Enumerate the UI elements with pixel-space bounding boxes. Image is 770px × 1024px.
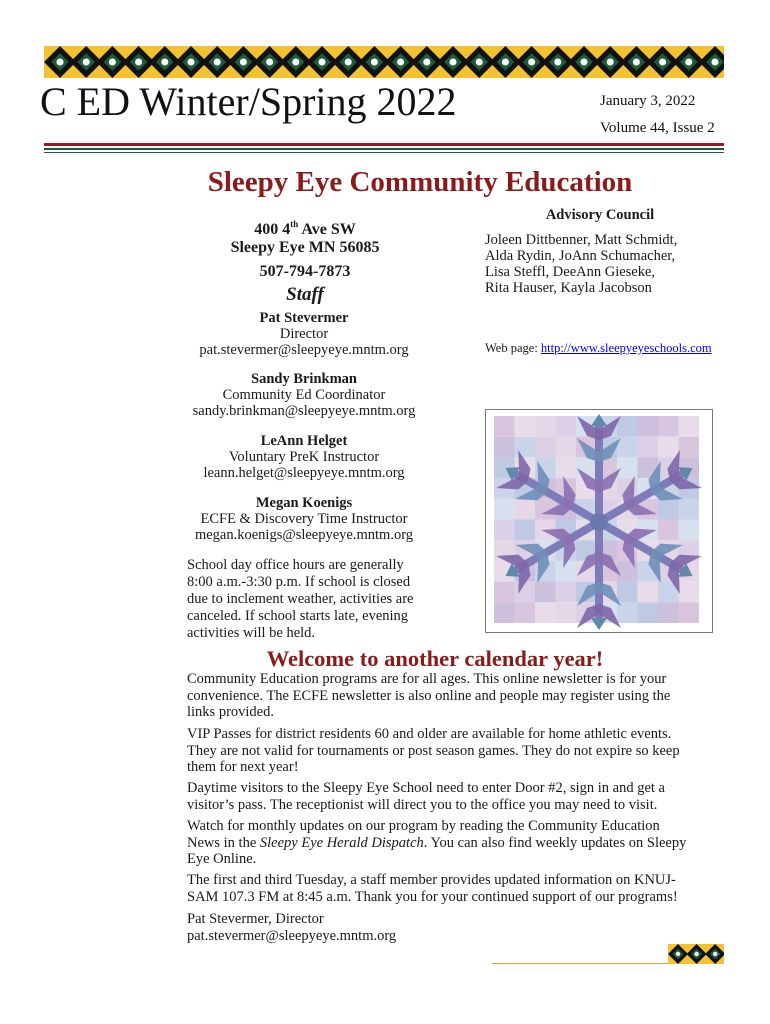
- organization-heading: Sleepy Eye Community Education: [207, 166, 633, 198]
- welcome-paragraph-vip: [187, 726, 717, 776]
- welcome-heading: Welcome to another calendar year!: [266, 646, 604, 671]
- staff-name: Pat Stevermer: [259, 310, 349, 326]
- quilt-graphic: [486, 410, 712, 632]
- welcome-paragraph-visitors: [187, 780, 717, 813]
- paragraph-line: Community Education programs are for all ages. This online newsletter is for your: [187, 671, 667, 687]
- advisory-line: Joleen Dittbenner, Matt Schmidt,: [485, 232, 678, 248]
- welcome-paragraph-radio: [187, 872, 717, 905]
- paragraph-line: Watch for monthly updates on our program by reading the Community Education: [187, 818, 660, 834]
- paragraph-line: convenience. The ECFE newsletter is also online and people may register using the: [187, 687, 671, 704]
- advisory-council: [485, 207, 725, 296]
- advisory-line: Lisa Steffl, DeeAnn Gieseke,: [485, 264, 656, 280]
- advisory-line: Alda Rydin, JoAnn Schumacher,: [485, 248, 676, 264]
- paragraph-line: News in the Sleepy Eye Herald Dispatch. You can also find weekly updates on Sleepy: [187, 834, 687, 851]
- hours-line: canceled. If school starts late, evening: [187, 608, 409, 624]
- web-page: [485, 341, 712, 356]
- paragraph-line: Daytime visitors to the Sleepy Eye School need to enter Door #2, sign in and get a: [187, 780, 665, 796]
- hours-line: activities will be held.: [187, 625, 316, 641]
- web-label: Web page:: [485, 341, 541, 355]
- staff-email[interactable]: megan.koenigs@sleepyeye.mntm.org: [194, 527, 414, 543]
- paragraph-line: They are not valid for tournaments or post season games. They do not expire so keep: [187, 742, 680, 759]
- staff-email[interactable]: pat.stevermer@sleepyeye.mntm.org: [199, 342, 409, 358]
- masthead-rule-green-thin: [44, 152, 724, 153]
- staff-member-coordinator: [178, 371, 430, 419]
- paragraph-line: VIP Passes for district residents 60 and older are available for home athletic events.: [187, 726, 672, 742]
- staff-member-ecfe: [178, 495, 430, 543]
- staff-role: Community Ed Coordinator: [222, 387, 386, 403]
- masthead-rule-green: [44, 148, 724, 150]
- footer-diamond-pattern: [668, 944, 724, 964]
- signature-block: [187, 911, 717, 944]
- paragraph-line: Eye Online.: [187, 851, 257, 867]
- paragraph-line: SAM 107.3 FM at 8:45 a.m. Thank you for your continued support of our programs!: [187, 888, 678, 905]
- footer-rule: [492, 963, 672, 964]
- website-link[interactable]: http://www.sleepyeyeschools.com: [540, 341, 712, 355]
- staff-name: LeAnn Helget: [260, 433, 348, 449]
- staff-role: Director: [279, 326, 329, 342]
- hours-line: due to inclement weather, activities are: [187, 591, 414, 607]
- paragraph-line: links provided.: [187, 704, 274, 720]
- issue-volume: Volume 44, Issue 2: [600, 120, 715, 136]
- newspaper-title: Sleepy Eye Herald Dispatch: [259, 834, 424, 851]
- staff-role: ECFE & Discovery Time Instructor: [200, 511, 408, 527]
- welcome-paragraph-programs: [187, 671, 717, 721]
- hours-line: School day office hours are generally: [187, 557, 404, 573]
- snowflake-quilt-image: [485, 409, 713, 633]
- signature-name: Pat Stevermer, Director: [187, 911, 324, 927]
- newsletter-title: C ED Winter/Spring 2022: [40, 79, 457, 124]
- address-street: 400 4th Ave SW: [254, 219, 356, 238]
- paragraph-line: them for next year!: [187, 759, 299, 775]
- staff-member-director: [178, 310, 430, 358]
- hours-line: 8:00 a.m.-3:30 p.m. If school is closed: [187, 574, 411, 590]
- signature-email[interactable]: pat.stevermer@sleepyeye.mntm.org: [187, 927, 397, 944]
- paragraph-line: The first and third Tuesday, a staff member provides updated information on KNUJ-: [187, 872, 676, 888]
- staff-email[interactable]: leann.helget@sleepyeye.mntm.org: [203, 465, 405, 481]
- paragraph-line: visitor’s pass. The receptionist will direct you to the office you may need to visit.: [187, 796, 658, 813]
- advisory-title: Advisory Council: [545, 207, 655, 223]
- staff-name: Sandy Brinkman: [251, 371, 357, 387]
- office-hours-note: [187, 557, 431, 642]
- staff-role: Voluntary PreK Instructor: [228, 449, 380, 465]
- welcome-paragraph-updates: [187, 818, 717, 868]
- masthead-rule-red: [44, 143, 724, 146]
- address-city: Sleepy Eye MN 56085: [230, 239, 380, 256]
- staff-label: Staff: [286, 284, 324, 305]
- issue-date: January 3, 2022: [600, 93, 696, 109]
- staff-member-prek: [178, 433, 430, 481]
- address-phone: 507-794-7873: [259, 263, 351, 280]
- advisory-line: Rita Hauser, Kayla Jacobson: [485, 280, 652, 296]
- staff-email[interactable]: sandy.brinkman@sleepyeye.mntm.org: [192, 403, 416, 419]
- staff-name: Megan Koenigs: [255, 495, 353, 511]
- masthead-diamond-pattern: [44, 46, 724, 78]
